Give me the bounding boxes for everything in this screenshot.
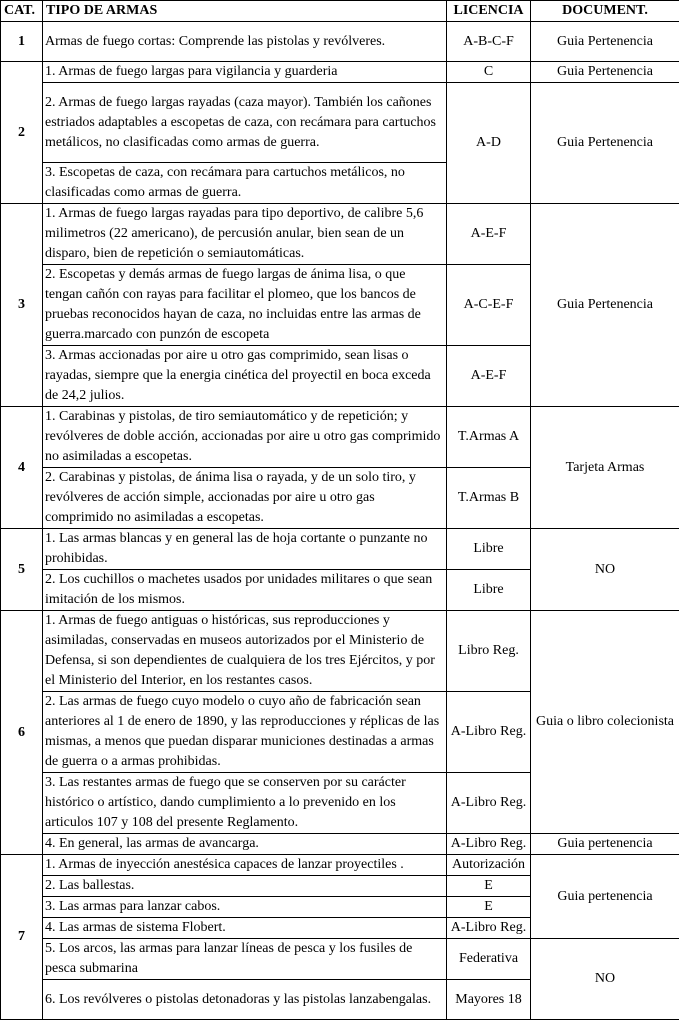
category-number: 7 xyxy=(1,855,43,1020)
license: C xyxy=(447,62,531,83)
weapon-type: 6. Los revólveres o pistolas detonadoras y las pistolas lanzabengalas. xyxy=(43,980,447,1020)
weapon-type: 1. Armas de inyección anestésica capaces de lanzar proyectiles . xyxy=(43,855,447,876)
license: A-Libro Reg. xyxy=(447,692,531,773)
category-number: 3 xyxy=(1,204,43,407)
weapon-type: 1. Carabinas y pistolas, de tiro semiautomático y de repetición; y revólveres de doble acción, accionadas por aire u otro gas comprimido no asimiladas a escopetas. xyxy=(43,407,447,468)
license: A-Libro Reg. xyxy=(447,918,531,939)
category-number: 1 xyxy=(1,22,43,62)
license: Autorización xyxy=(447,855,531,876)
weapon-type: 2. Los cuchillos o machetes usados por unidades militares o que sean imitación de los mismos. xyxy=(43,570,447,611)
license: A-E-F xyxy=(447,204,531,265)
document: Guia pertenencia xyxy=(531,855,679,939)
weapon-type: 5. Los arcos, las armas para lanzar líneas de pesca y los fusiles de pesca submarina xyxy=(43,939,447,980)
category-number: 6 xyxy=(1,611,43,855)
header-tipo: TIPO DE ARMAS xyxy=(43,1,447,22)
header-cat: CAT. xyxy=(1,1,43,22)
table-row xyxy=(1,834,679,855)
weapon-type: 2. Armas de fuego largas rayadas (caza mayor). También los cañones estriados adaptables a escopetas de caza, con recámara para cartuchos metálicos, no clasificadas como armas de guerra. xyxy=(43,83,447,163)
license: A-Libro Reg. xyxy=(447,834,531,855)
document: Guia Pertenencia xyxy=(531,83,679,204)
header-document: DOCUMENT. xyxy=(531,1,679,22)
weapon-type: 1. Armas de fuego antiguas o históricas, sus reproducciones y asimiladas, conservadas en museos autorizados por el Ministerio de Defensa, si son dependientes de cualquiera de los tres Ejércitos, y por el Ministerio del Interior, en los restantes casos. xyxy=(43,611,447,692)
weapon-type: 3. Escopetas de caza, con recámara para cartuchos metálicos, no clasificadas como armas de guerra. xyxy=(43,163,447,204)
table-row xyxy=(1,939,679,980)
document: Guia Pertenencia xyxy=(531,62,679,83)
weapon-type: 2. Las ballestas. xyxy=(43,876,447,897)
table-row xyxy=(1,855,679,876)
document: Guia pertenencia xyxy=(531,834,679,855)
license: Libre xyxy=(447,570,531,611)
document: Tarjeta Armas xyxy=(531,407,679,529)
license: Federativa xyxy=(447,939,531,980)
weapon-type: 1. Armas de fuego largas para vigilancia y guarderia xyxy=(43,62,447,83)
weapon-type: 3. Las armas para lanzar cabos. xyxy=(43,897,447,918)
weapon-type: 1. Armas de fuego largas rayadas para tipo deportivo, de calibre 5,6 milimetros (22 americano), de percusión anular, bien sean de un disparo, bien de repetición o semiautomáticas. xyxy=(43,204,447,265)
license: A-B-C-F xyxy=(447,22,531,62)
table-row xyxy=(1,22,679,62)
table-row xyxy=(1,83,679,163)
weapon-type: 2. Escopetas y demás armas de fuego largas de ánima lisa, o que tengan cañón con rayas para facilitar el plomeo, que los bancos de pruebas reconocidos hayan de caza, no incluidas entre las armas de guerra.marcado con punzón de escopeta xyxy=(43,265,447,346)
table-row xyxy=(1,204,679,265)
document: NO xyxy=(531,939,679,1020)
weapon-type: 2. Las armas de fuego cuyo modelo o cuyo año de fabricación sean anteriores al 1 de enero de 1890, y las reproducciones y réplicas de las mismas, a menos que puedan disparar municiones destinadas a armas de guerra o a armas prohibidas. xyxy=(43,692,447,773)
weapon-type: 2. Carabinas y pistolas, de ánima lisa o rayada, y de un solo tiro, y revólveres de acción simple, accionadas por aire u otro gas comprimido no asimiladas a escopetas. xyxy=(43,468,447,529)
license: Mayores 18 xyxy=(447,980,531,1020)
document: NO xyxy=(531,529,679,611)
license: Libro Reg. xyxy=(447,611,531,692)
license: E xyxy=(447,876,531,897)
category-number: 4 xyxy=(1,407,43,529)
table-row xyxy=(1,529,679,570)
table-row xyxy=(1,407,679,468)
weapon-type: 3. Las restantes armas de fuego que se conserven por su carácter histórico o artístico, dando cumplimiento a lo prevenido en los articulos 107 y 108 del presente Reglamento. xyxy=(43,773,447,834)
header-row xyxy=(1,1,679,22)
header-licencia: LICENCIA xyxy=(447,1,531,22)
table-row xyxy=(1,611,679,692)
weapon-type: 3. Armas accionadas por aire u otro gas comprimido, sean lisas o rayadas, siempre que la energia cinética del proyectil en boca exceda de 24,2 julios. xyxy=(43,346,447,407)
document: Guia Pertenencia xyxy=(531,204,679,407)
license: E xyxy=(447,897,531,918)
license: A-D xyxy=(447,83,531,204)
license: T.Armas B xyxy=(447,468,531,529)
table-row xyxy=(1,62,679,83)
document: Guia o libro colecionista xyxy=(531,611,679,834)
license: A-Libro Reg. xyxy=(447,773,531,834)
weapon-type: 4. Las armas de sistema Flobert. xyxy=(43,918,447,939)
license: Libre xyxy=(447,529,531,570)
license: T.Armas A xyxy=(447,407,531,468)
category-number: 2 xyxy=(1,62,43,204)
document: Guia Pertenencia xyxy=(531,22,679,62)
weapon-type: 4. En general, las armas de avancarga. xyxy=(43,834,447,855)
weapon-type: 1. Las armas blancas y en general las de hoja cortante o punzante no prohibidas. xyxy=(43,529,447,570)
license: A-C-E-F xyxy=(447,265,531,346)
category-number: 5 xyxy=(1,529,43,611)
weapon-type: Armas de fuego cortas: Comprende las pistolas y revólveres. xyxy=(43,22,447,62)
license: A-E-F xyxy=(447,346,531,407)
